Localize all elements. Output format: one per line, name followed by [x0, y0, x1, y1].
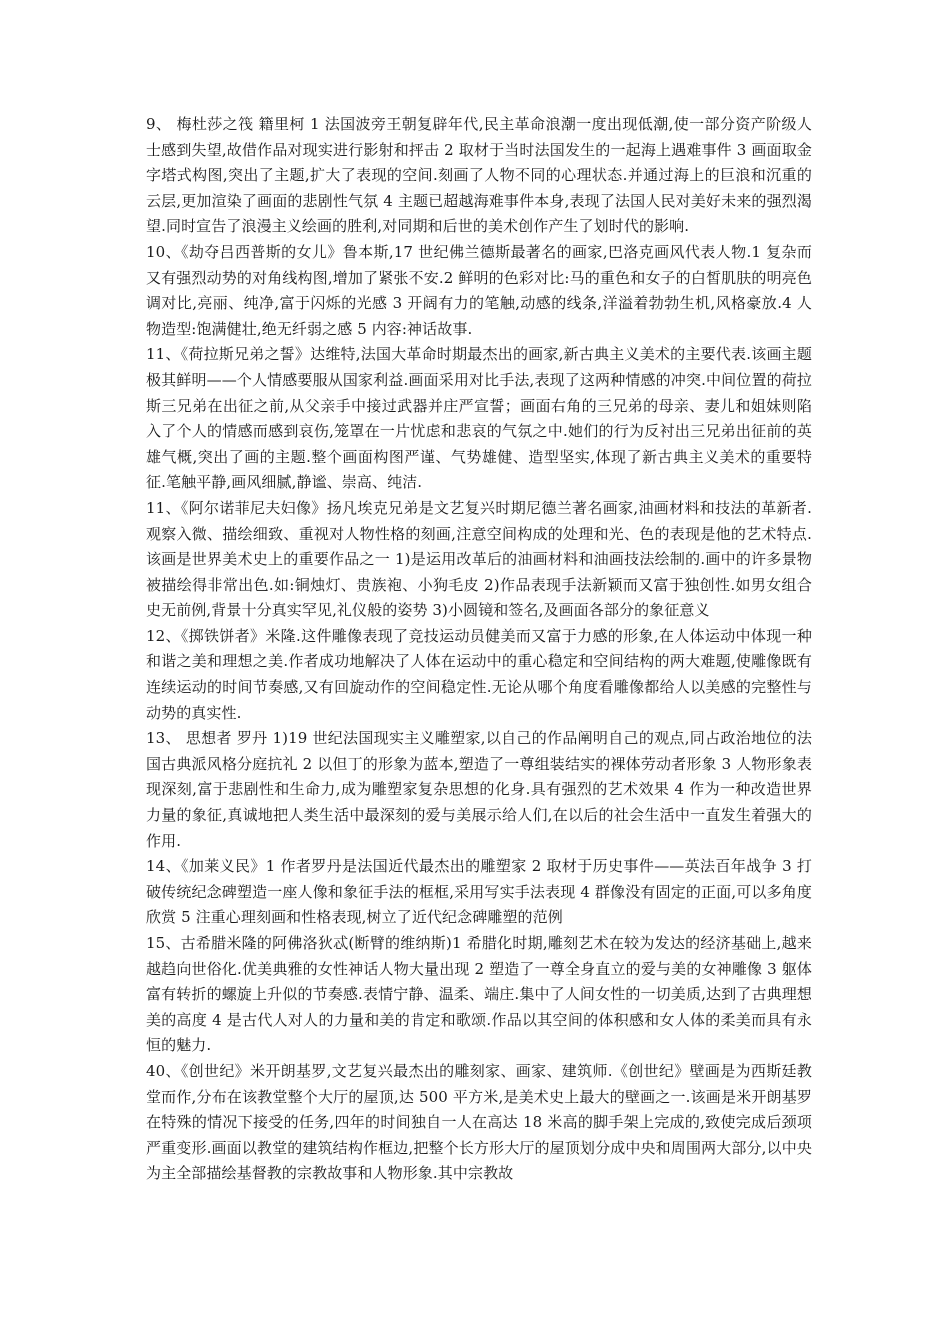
paragraph-15: 15、古希腊米隆的阿佛洛狄忒(断臂的维纳斯)1 希腊化时期,雕刻艺术在较为发达的经济基础上,越来越趋向世俗化.优美典雅的女性神话人物大量出现 2 塑造了一尊全身直立的爱与美的女神雕像 3 躯体富有转折的螺旋上升似的节奏感.表情宁静、温柔、端庄.集中了人间女性的一切美质,达到了古典理想美的高度 4 是古代人对人的力量和美的肯定和歌颂.作品以其空间的体积感和女人体的柔美而具有永恒的魅力.: [146, 934, 812, 1055]
paragraph-12: 12、《掷铁饼者》米隆.这件雕像表现了竞技运动员健美而又富于力感的形象,在人体运动中体现一种和谐之美和理想之美.作者成功地解决了人体在运动中的重心稳定和空间结构的两大难题,使雕像既有连续运动的时间节奏感,又有回旋动作的空间稳定性.无论从哪个角度看雕像都给人以美感的完整性与动势的真实性.: [146, 626, 812, 722]
paragraph-14: 14、《加莱义民》1 作者罗丹是法国近代最杰出的雕塑家 2 取材于历史事件——英法百年战争 3 打破传统纪念碑塑造一座人像和象征手法的框框,采用写实手法表现 4 群像没有固定的正面,可以多角度欣赏 5 注重心理刻画和性格表现,树立了近代纪念碑雕塑的范例: [146, 857, 812, 927]
paragraph-11a: 11、《荷拉斯兄弟之誓》达维特,法国大革命时期最杰出的画家,新古典主义美术的主要代表.该画主题极其鲜明——个人情感要服从国家利益.画面采用对比手法,表现了这两种情感的冲突.中间位置的荷拉斯三兄弟在出征之前,从父亲手中接过武器并庄严宣誓；画面右角的三兄弟的母亲、妻儿和姐妹则陷入了个人的情感而感到哀伤,笼罩在一片忧虑和悲哀的气氛之中.她们的行为反衬出三兄弟出征前的英雄气概,突出了画的主题.整个画面构图严谨、气势雄健、造型坚实,体现了新古典主义美术的重要特征.笔触平静,画风细腻,静谧、崇高、纯洁.: [146, 345, 812, 492]
paragraph-9: 9、 梅杜莎之筏 籍里柯 1 法国波旁王朝复辟年代,民主革命浪潮一度出现低潮,使一部分资产阶级人士感到失望,故借作品对现实进行影射和抨击 2 取材于当时法国发生的一起海上遇难事件 3 画面取金字塔式构图,突出了主题,扩大了表现的空间.刻画了人物不同的心理状态.并通过海上的巨浪和沉重的云层,更加渲染了画面的悲剧性气氛 4 主题已超越海难事件本身,表现了法国人民对美好未来的强烈渴望.同时宣告了浪漫主义绘画的胜利,对同期和后世的美术创作产生了划时代的影响.: [146, 115, 812, 236]
paragraph-40: 40、《创世纪》米开朗基罗,文艺复兴最杰出的雕刻家、画家、建筑师.《创世纪》壁画是为西斯廷教堂而作,分布在该教堂整个大厅的屋顶,达 500 平方米,是美术史上最大的壁画之一.该画是米开朗基罗在特殊的情况下接受的任务,四年的时间独自一人在高达 18 米高的脚手架上完成的,致使完成后颈项严重变形.画面以教堂的建筑结构作框边,把整个长方形大厅的屋顶划分成中央和周围两大部分,以中央为主全部描绘基督教的宗教故事和人物形象.其中宗教故: [146, 1061, 812, 1183]
document-body: [146, 112, 812, 1187]
paragraph-11b: 11、《阿尔诺菲尼夫妇像》扬凡埃克兄弟是文艺复兴时期尼德兰著名画家,油画材料和技法的革新者.观察入微、描绘细致、重视对人物性格的刻画,注意空间构成的处理和光、色的表现是他的艺术特点.该画是世界美术史上的重要作品之一 1)是运用改革后的油画材料和油画技法绘制的.画中的许多景物被描绘得非常出色.如:铜烛灯、贵族袍、小狗毛皮 2)作品表现手法新颖而又富于独创性.如男女组合史无前例,背景十分真实罕见,礼仪般的姿势 3)小圆镜和签名,及画面各部分的象征意义: [146, 498, 812, 620]
paragraph-10: 10、《劫夺吕西普斯的女儿》鲁本斯,17 世纪佛兰德斯最著名的画家,巴洛克画风代表人物.1 复杂而又有强烈动势的对角线构图,增加了紧张不安.2 鲜明的色彩对比:马的重色和女子的白皙肌肤的明亮色调对比,亮丽、纯净,富于闪烁的光感 3 开阔有力的笔触,动感的线条,洋溢着勃勃生机,风格豪放.4 人物造型:饱满健壮,绝无纤弱之感 5 内容:神话故事.: [146, 242, 812, 338]
paragraph-13: 13、 思想者 罗丹 1)19 世纪法国现实主义雕塑家,以自己的作品阐明自己的观点,同占政治地位的法国古典派风格分庭抗礼 2 以但丁的形象为蓝本,塑造了一尊组装结实的裸体劳动者形象 3 人物形象表现深刻,富于悲剧性和生命力,成为雕塑家复杂思想的化身.具有强烈的艺术效果 4 作为一种改造世界力量的象征,真诚地把人类生活中最深刻的爱与美展示给人们,在以后的社会生活中一直发生着强大的作用.: [146, 729, 812, 850]
